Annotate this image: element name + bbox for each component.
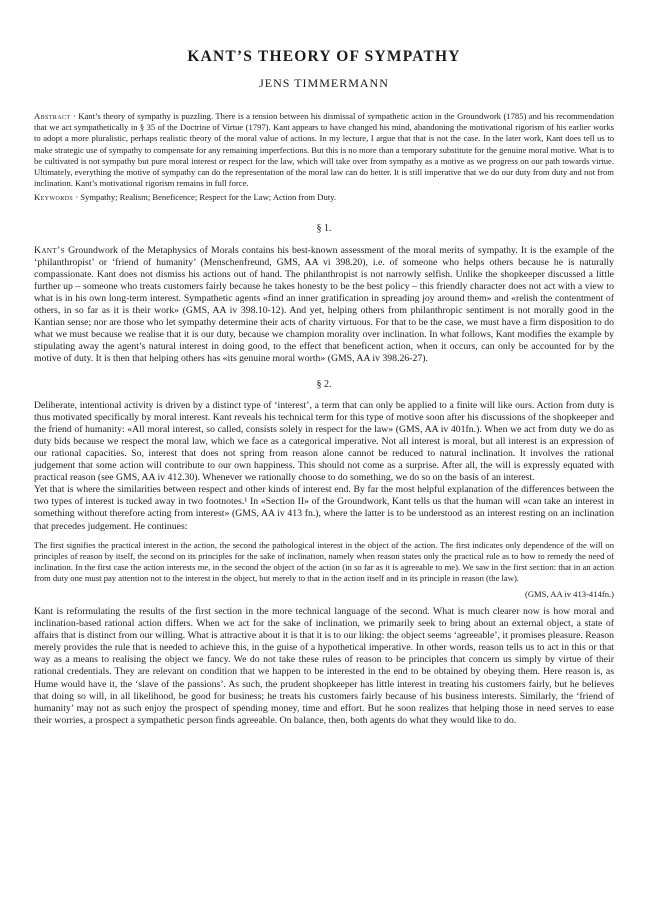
section-2-heading: § 2. [316, 378, 332, 390]
abstract [34, 111, 614, 189]
article-title: KANT’S THEORY OF SYMPATHY [187, 48, 461, 65]
abstract-label: Abstract [34, 111, 71, 121]
keywords-text: Sympathy; Realism; Beneficence; Respect for the Law; Action from Duty. [80, 192, 337, 203]
section-2-paragraph-2: Yet that is where the similarities between respect and other kinds of interest end. By far the most helpful explanation of the differences between the two types of interest is tucked away in two footnotes.¹ In «Section II» of the Groundwork, Kant tells us that the human will «can take an interest in something without therefore acting from interest» (GMS, AA iv 413 fn.), where the latter is to be understood as an interest resting on an inclination that precedes judgement. He continues: [34, 484, 614, 532]
keywords-label: Keywords [34, 192, 74, 203]
section-2-paragraph-3: Kant is reformulating the results of the first section in the more technical language of the second. What is much clearer now is how moral and inclination-based rational action differs. When we act for the sake of inclination, we primarily seek to bring about an external object, a state of affairs that is distinct from our willing. What is attractive about it is that it is to our liking: the object seems ‘agreeable’, it promises pleasure. Reason merely provides the rule that is needed to achieve this, in the guise of a hypothetical imperative. In other words, reason tells us to act in this or that way as a means to realising the object we fancy. We do not take these rules of reason to be principles that concern us simply by virtue of their rational credentials. They are relevant on condition that we happen to be interested in the end to be obtained by obeying them. Here reason is, as Hume would have it, the ‘slave of the passions’. As such, the prudent shopkeeper has little interest in treating his customers fairly, but he believes that doing so will, in all likelihood, be good for business; he treats his customers fairly because of his business interests. Similarly, the ‘friend of humanity’ may not as such enjoy the prospect of spending money, time and effort. But he soon realizes that helping those in need serves to ease their worries, a prospect a sympathetic person finds agreeable. On balance, then, both agents do what they would like to do. [34, 605, 614, 726]
section-1-lead: Kant’s [34, 244, 65, 256]
quote-citation: (GMS, AA iv 413-414fn.) [524, 588, 614, 599]
section-1-heading: § 1. [316, 222, 332, 234]
section-2-paragraph-1: Deliberate, intentional activity is driven by a distinct type of ‘interest’, a term that can only be applied to a finite will like ours. Action from duty is thus motivated specifically by moral interest. Kant reveals his technical term for this type of motive soon after his discussions of the shopkeeper and the friend of humanity: «All moral interest, so called, consists solely in respect for the law» (GMS, AA iv 401fn.). When we act from duty we do as duty bids because we respect the moral law, which we face as a categorical imperative. Not all interest is moral, but all interest is an expression of our rational capacities. So, interest that does not spring from reason alone cannot be reduced to natural inclination. It involves the rational judgement that some action will contribute to our own happiness. This should not come as a surprise. After all, the will is expressly equated with practical reason (see GMS, AA iv 412.30). Whenever we rationally choose to do something, we do so on the basis of an interest. [34, 399, 614, 484]
article-author: JENS TIMMERMANN [259, 76, 389, 90]
section-1-text: Groundwork of the Metaphysics of Morals contains his best-known assessment of the moral merits of sympathy. It is the example of the ‘philanthropist’ or ‘friend of humanity’ (Menschenfreund, GMS, AA vi 398.20), i.e. of someone who helps others because he is naturally compassionate. Kant does not dismiss his actions out of hand. The philanthropist is not narrowly selfish. Unlike the shopkeeper discussed a little further up – someone who treats customers fairly because he takes honesty to be the best policy – this friendly character does not act with a view to what is in his own long-term interest. Sympathetic agents «find an inner gratification in spreading joy around them» and «relish the contentment of others, in so far as it is their work» (GMS, AA iv 398.10-12). And yet, helping others from philanthropic sentiment is not morally good in the Kantian sense; nor are those who let sympathy determine their acts of charity virtuous. For that to be the case, we must have a firm disposition to do what we must because we realise that it is our duty, because we champion morality over inclination. In what follows, Kant modifies the example by stipulating away the agent’s natural interest in doing good, to the effect that beneficent action, when it occurs, can only be accounted for by the motive of duty. It is then that helping others has «its genuine moral worth» (GMS, AA iv 398.26-27). [34, 244, 614, 365]
article-page [34, 48, 614, 727]
keywords [34, 192, 614, 203]
block-quote: The first signifies the practical interest in the action, the second the pathological interest in the object of the action. The first indicates only dependence of the will on principles of reason by itself, the second on its principles for the sake of inclination, namely when reason states only the practical rule as to how to remedy the need of inclination. In the first case the action interests me, in the second the object of the action (in so far as it is agreeable to me). We saw in the first section: that in an action from duty one must pay attention not to the interest in the object, but merely to that in the action itself and in its principle in reason (the law). [34, 539, 614, 583]
abstract-text: Kant’s theory of sympathy is puzzling. There is a tension between his dismissal of sympathetic action in the Groundwork (1785) and his recommendation that we act sympathetically in § 35 of the Doctrine of Virtue (1797). Kant appears to have changed his mind, abandoning the motivational rigorism of his earlier works to adopt a more pluralistic, perhaps realistic theory of the moral value of actions. In my lecture, I argue that that is not the case. In the later work, Kant does tell us to make strategic use of sympathy to compensate for any remaining imperfections. But this is no more than a temporary substitute for the genuine moral motive. What is to be cultivated is not sympathy but pure moral interest or respect for the law, which will take over from sympathy as a motive as we progress on our path towards virtue. Ultimately, everything the motive of sympathy can do the representation of the moral law can do better. It is still imperative that we do our duty from duty and not from inclination. Kant’s motivational rigorism remains in full force. [34, 111, 615, 189]
section-1-paragraph [34, 245, 614, 366]
keywords-separator: · [75, 192, 79, 203]
abstract-separator: · [72, 111, 76, 121]
